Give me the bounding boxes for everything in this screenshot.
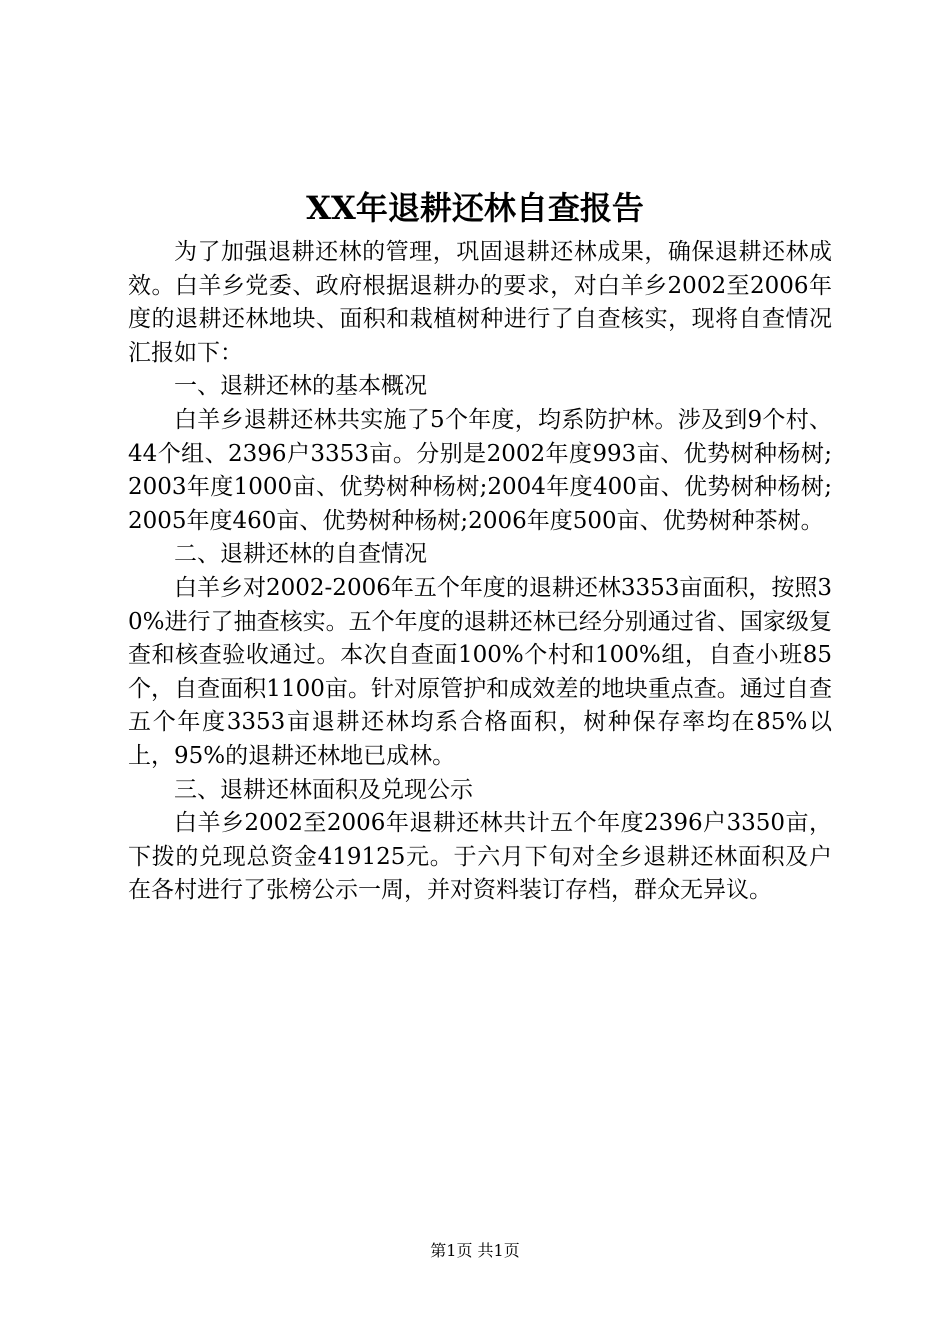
- section-heading-self-check: 二、退耕还林的自查情况: [174, 541, 427, 568]
- intro-paragraph: 为了加强退耕还林的管理，巩固退耕还林成果，确保退耕还林成效。白羊乡党委、政府根据退耕办的要求，对白羊乡2002至2006年度的退耕还林地块、面积和栽植树种进行了自查核实，现将自查情况汇报如下：: [128, 239, 832, 366]
- section-heading-overview: 一、退耕还林的基本概况: [174, 373, 427, 400]
- overview-paragraph: 白羊乡退耕还林共实施了5个年度，均系防护林。涉及到9个村、44个组、2396户3353亩。分别是2002年度993亩、优势树种杨树;2003年度1000亩、优势树种杨树;2004年度400亩、优势树种杨树;2005年度460亩、优势树种杨树;2006年度500亩、优势树种茶树。: [128, 406, 832, 534]
- document-body: [128, 236, 832, 908]
- publicity-paragraph: 白羊乡2002至2006年退耕还林共计五个年度2396户3350亩，下拨的兑现总资金419125元。于六月下旬对全乡退耕还林面积及户在各村进行了张榜公示一周，并对资料装订存档，群众无异议。: [128, 810, 832, 904]
- document-title: XX年退耕还林自查报告: [306, 189, 644, 227]
- self-check-paragraph: 白羊乡对2002-2006年五个年度的退耕还林3353亩面积，按照30%进行了抽查核实。五个年度的退耕还林已经分别通过省、国家级复查和核查验收通过。本次自查面100%个村和100%组，自查小班85个，自查面积1100亩。针对原管护和成效差的地块重点查。通过自查五个年度3353亩退耕还林均系合格面积，树种保存率均在85%以上，95%的退耕还林地已成林。: [128, 574, 833, 769]
- section-heading-publicity: 三、退耕还林面积及兑现公示: [174, 776, 473, 803]
- page-footer: 第1页 共1页: [430, 1241, 520, 1260]
